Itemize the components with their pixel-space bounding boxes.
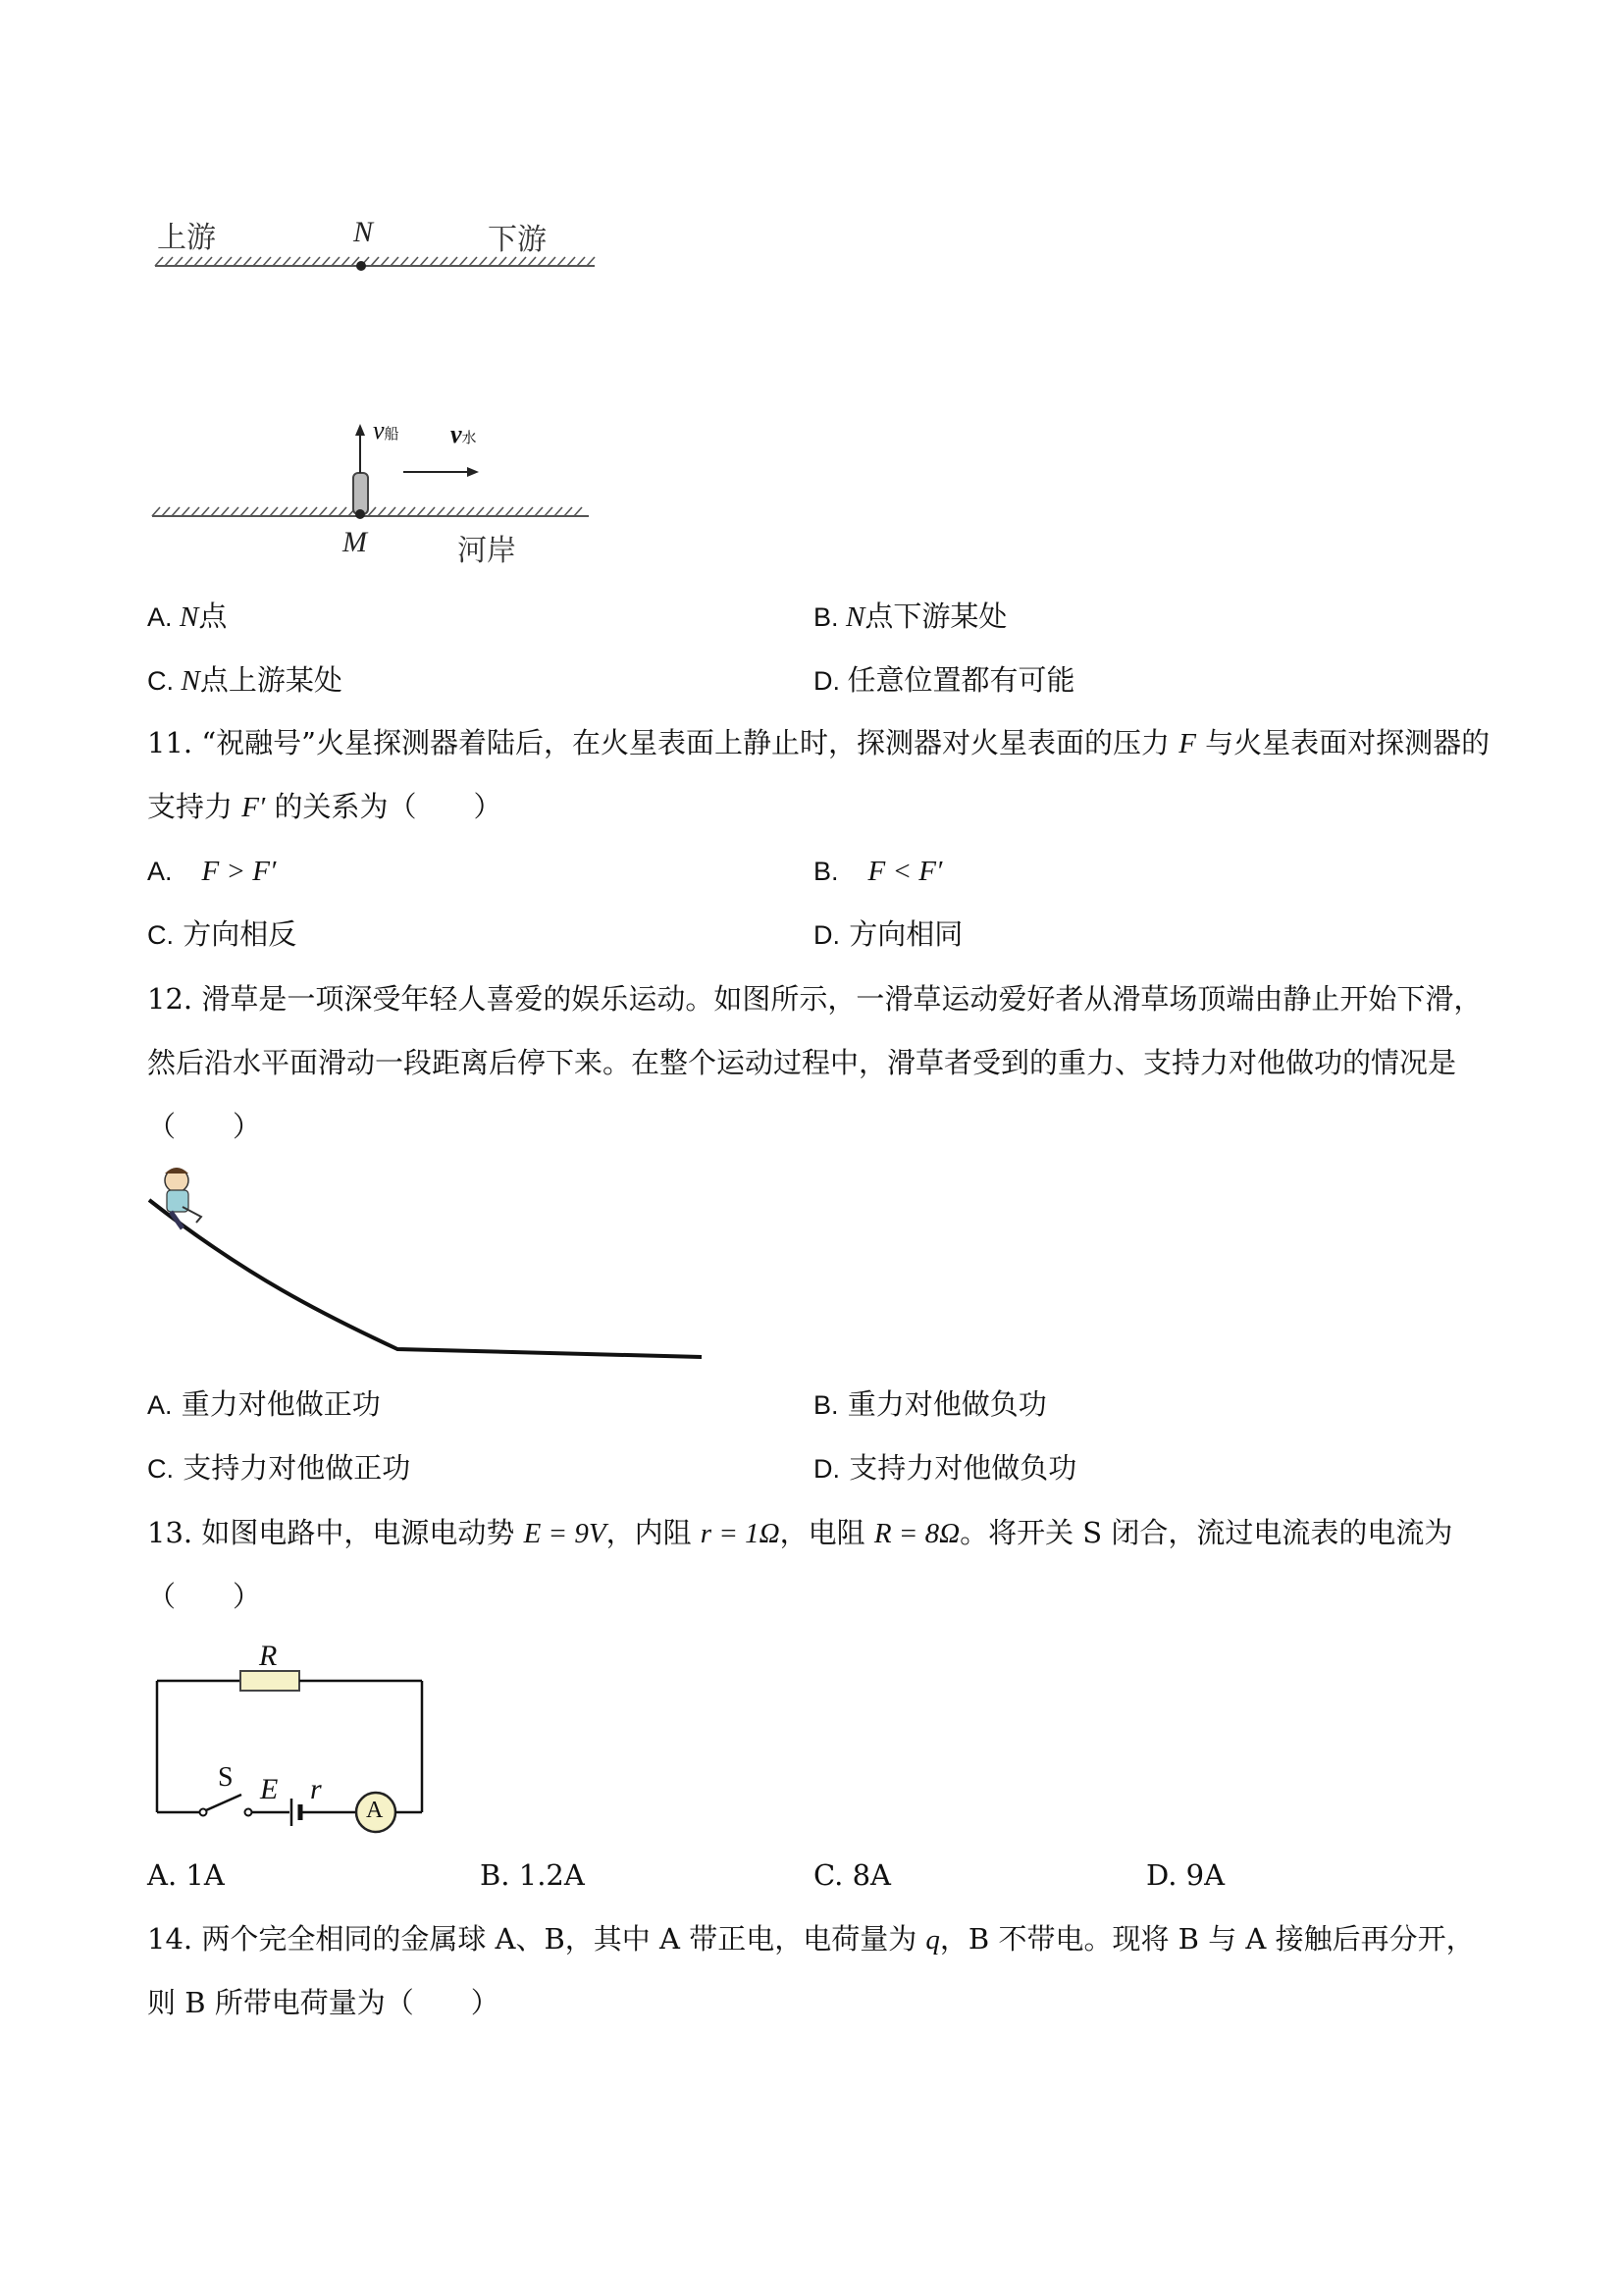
q10-option-a-text: 点	[198, 600, 228, 633]
q10-option-b-text: 点下游某处	[864, 600, 1008, 633]
q12-option-b[interactable]	[813, 1386, 1047, 1423]
q13-option-a[interactable]: A. 1A	[147, 1858, 225, 1892]
q12-stem-line2: 然后沿水平面滑动一段距离后停下来。在整个运动过程中，滑草者受到的重力、支持力对他做功的情况是	[147, 1046, 1457, 1079]
resistor-icon	[240, 1671, 299, 1691]
q13-option-b[interactable]: B. 1.2A	[480, 1858, 585, 1892]
q12-stem-line1: 12. 滑草是一项深受年轻人喜爱的娱乐运动。如图所示，一滑草运动爱好者从滑草场顶端由静止开始下滑，	[147, 982, 1483, 1016]
q10-option-a-letter: A.	[147, 602, 181, 632]
v-boat-subscript: 船	[384, 425, 399, 443]
q11-option-a-text: F > F′	[201, 856, 277, 887]
q13-emf-value: E = 9V	[523, 1518, 606, 1549]
q10-option-b-var: N	[846, 601, 865, 633]
q13-stem-part3: ，电阻	[779, 1516, 874, 1549]
q12-option-b-letter: B.	[813, 1390, 839, 1420]
switch-icon	[206, 1795, 241, 1810]
q11-var-fprime: F′	[241, 792, 266, 823]
circuit-s-label	[218, 1762, 234, 1794]
q13-stem-line2: （ ）	[147, 1580, 262, 1613]
q11-option-d[interactable]	[813, 916, 963, 953]
q11-option-b-letter: B.	[813, 857, 839, 886]
v-boat-symbol: v	[373, 416, 385, 444]
q10-option-c-var: N	[181, 665, 200, 697]
circuit-r-label	[259, 1639, 277, 1673]
q10-option-b[interactable]	[813, 599, 1007, 635]
q11-option-a-letter: A.	[147, 857, 173, 886]
q11-option-b[interactable]	[813, 853, 942, 889]
v-water-subscript: 水	[461, 429, 477, 446]
q11-stem-part3: 支持力	[147, 790, 242, 823]
q11-stem-part4: 的关系为（ ）	[265, 790, 502, 823]
q11-option-d-letter: D.	[813, 920, 840, 950]
q14-stem-part1: 14. 两个完全相同的金属球 A、B，其中 A 带正电，电荷量为	[147, 1922, 926, 1956]
q13-option-c[interactable]: C. 8A	[813, 1858, 891, 1892]
q12-option-b-text: 重力对他做负功	[847, 1387, 1047, 1421]
q11-option-c-letter: C.	[147, 920, 174, 950]
q10-option-c-letter: C.	[147, 666, 182, 696]
q13-stem-part1: 13. 如图电路中，电源电动势	[147, 1516, 524, 1549]
q10-option-d-text: 任意位置都有可能	[847, 663, 1075, 697]
downstream-label: 下游	[488, 223, 547, 257]
circuit-r-text: R	[259, 1640, 278, 1672]
q12-option-d[interactable]	[813, 1450, 1076, 1487]
q12-option-a-letter: A.	[147, 1390, 173, 1420]
q10-option-b-letter: B.	[813, 602, 847, 632]
q11-stem-part2: 与火星表面对探测器的	[1195, 726, 1491, 759]
q14-stem-line1	[147, 1921, 1475, 1957]
q11-option-c-text: 方向相反	[183, 917, 297, 951]
q13-resistor-value: R = 8Ω	[873, 1518, 961, 1549]
v-water-symbol: v	[450, 420, 462, 448]
circuit-internal-r-text: r	[310, 1773, 322, 1805]
ammeter-text: A	[366, 1798, 384, 1823]
q10-option-d-letter: D.	[813, 666, 848, 696]
point-n-label: N	[353, 216, 374, 248]
q11-option-d-text: 方向相同	[849, 917, 964, 951]
q13-stem-part4: 。将开关 S 闭合，流过电流表的电流为	[960, 1516, 1453, 1549]
circuit-diagram	[0, 0, 687, 1864]
circuit-e-label	[260, 1772, 278, 1806]
q13-internal-r-value: r = 1Ω	[700, 1518, 780, 1549]
q14-stem-line2: 则 B 所带电荷量为（ ）	[147, 1986, 499, 2019]
riverbank-label: 河岸	[457, 534, 516, 568]
q11-option-b-text: F < F′	[867, 856, 943, 887]
upstream-label: 上游	[157, 221, 216, 255]
q10-option-c-text: 点上游某处	[199, 663, 342, 697]
ammeter-label	[366, 1798, 383, 1824]
circuit-e-text: E	[260, 1773, 279, 1805]
q13-stem-part2: ，内阻	[605, 1516, 701, 1549]
q14-var-q: q	[925, 1924, 940, 1956]
q12-option-c-text: 支持力对他做正功	[183, 1451, 411, 1485]
q12-option-a-text: 重力对他做正功	[181, 1387, 381, 1421]
q12-option-c-letter: C.	[147, 1454, 174, 1484]
circuit-s-text: S	[218, 1762, 234, 1793]
q14-stem-part2: ，B 不带电。现将 B 与 A 接触后再分开，	[939, 1922, 1475, 1956]
q11-stem-part1: 11. “祝融号”火星探测器着陆后，在火星表面上静止时，探测器对火星表面的压力	[147, 726, 1179, 759]
q11-var-f: F	[1178, 728, 1196, 759]
switch-contact-right	[245, 1809, 252, 1816]
q12-option-d-text: 支持力对他做负功	[849, 1451, 1077, 1485]
point-m-label: M	[342, 526, 367, 558]
switch-contact-left	[200, 1809, 207, 1816]
q12-option-d-letter: D.	[813, 1454, 840, 1484]
q13-option-d[interactable]: D. 9A	[1146, 1858, 1226, 1892]
q12-stem-line3: （ ）	[147, 1110, 262, 1143]
circuit-internal-r-label	[310, 1772, 322, 1806]
q10-option-a-var: N	[180, 601, 199, 633]
q10-option-d[interactable]	[813, 662, 1075, 699]
